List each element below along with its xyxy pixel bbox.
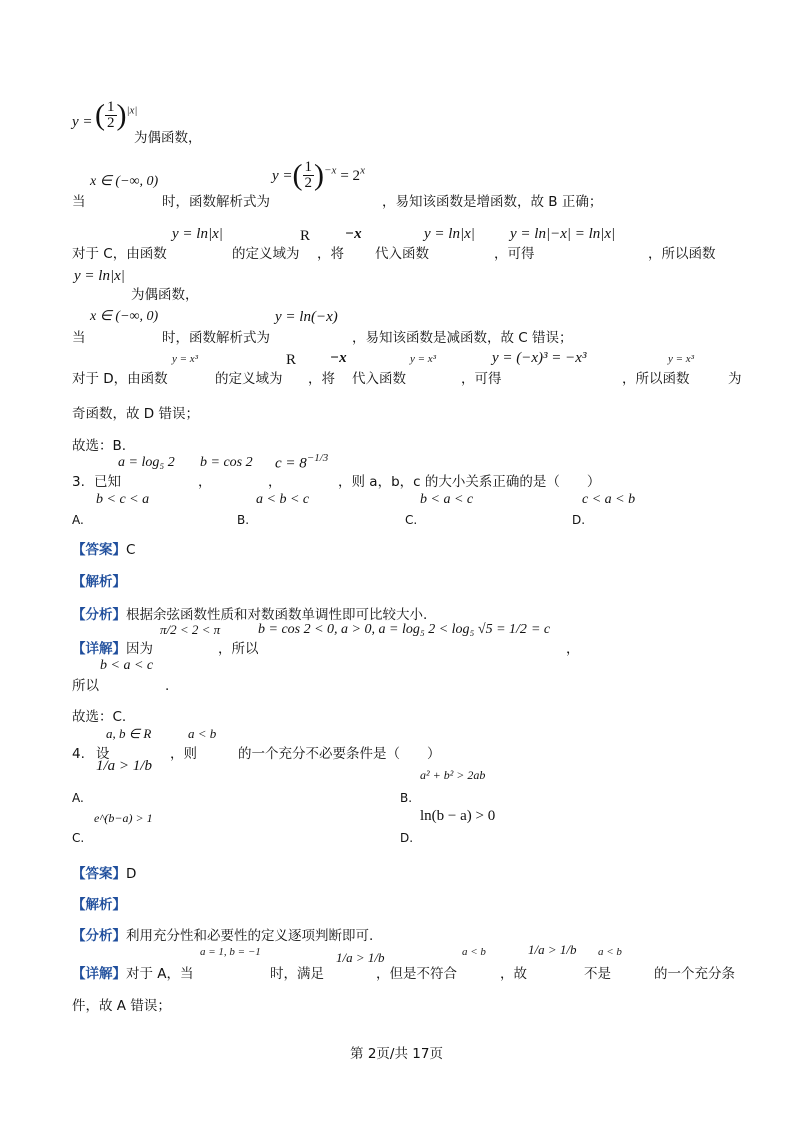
q4-optA-label[interactable]: A. xyxy=(72,791,84,805)
q3-so: 所以 xyxy=(72,678,99,694)
q3-optC-label[interactable]: C. xyxy=(405,513,418,527)
q3-optD-label[interactable]: D. xyxy=(572,513,586,527)
q4-detail-target-1: a < b xyxy=(462,946,486,958)
text-for-c: 对于 C，由函数 xyxy=(72,246,167,262)
math-y-x3-3: y = x³ xyxy=(668,353,694,365)
text-substitute-2: 代入函数 xyxy=(352,371,406,387)
q3-choose: 故选：C. xyxy=(72,709,127,725)
page-footer: 第 2页/共 17页 xyxy=(350,1046,443,1062)
q4-optC-expr: e^(b−a) > 1 xyxy=(94,811,153,825)
text-domain-is-2: 的定义域为 xyxy=(215,371,283,387)
fenxi-tag-4: 【分析】 xyxy=(72,928,126,944)
text-dang-1: 当 xyxy=(72,194,86,210)
math-b-def: b = cos 2 xyxy=(200,455,253,470)
text-even-fn-2: 为偶函数， xyxy=(131,287,199,303)
detail-for-a: 对于 A，当 xyxy=(126,966,194,982)
text-so-fn-1: ，所以函数 xyxy=(648,246,716,262)
text-obtain-2: ，可得 xyxy=(461,371,502,387)
text-for-d: 对于 D，由函数 xyxy=(72,371,168,387)
math-y-ln-absx-1: y = ln|x| xyxy=(172,226,223,242)
q4-detail-sufficient: 的一个充分条 xyxy=(654,966,735,982)
fenxi-tag: 【分析】 xyxy=(72,607,126,623)
text-so-fn-2: ，所以函数 xyxy=(622,371,690,387)
c-base: c = 8 xyxy=(275,455,307,472)
q3-optD-expr: c < a < b xyxy=(582,492,636,507)
q3-comma1: ， xyxy=(198,474,212,490)
q4-detail-satisfy: 时，满足 xyxy=(270,966,324,982)
math-x-domain-2: x ∈ (−∞, 0) xyxy=(90,309,159,324)
q3-detail-ineq: π/2 < 2 < π xyxy=(160,622,221,637)
answer-tag-4: 【答案】 xyxy=(72,866,126,882)
chain-eq-c: = c xyxy=(530,622,551,637)
math-neg-x-1: −x xyxy=(345,226,362,242)
chain-half: 1/2 xyxy=(509,622,527,637)
text-odd-fn: 奇函数，故 D 错误； xyxy=(72,406,199,422)
q4-detail-vals: a = 1, b = −1 xyxy=(200,946,261,958)
q4-optC-label[interactable]: C. xyxy=(72,831,85,845)
q3-lead: 已知 xyxy=(94,474,121,490)
q4-detail-end: 件，故 A 错误； xyxy=(72,998,171,1014)
math-y-x3-2: y = x³ xyxy=(410,353,436,365)
q4-detail-notfit: ，但是不符合 xyxy=(376,966,457,982)
fenxi-text-4: 利用充分性和必要性的定义逐项判断即可. xyxy=(126,928,374,944)
fenxi-text: 根据余弦函数性质和对数函数单调性即可比较大小. xyxy=(126,607,428,623)
q3-so-end: . xyxy=(165,678,170,694)
math-y-ln-negx: y = ln(−x) xyxy=(275,309,338,325)
frac-num: 1 xyxy=(107,99,115,115)
text-dang-2: 当 xyxy=(72,330,86,346)
c-exp: −1/3 xyxy=(306,452,329,464)
q4-target: a < b xyxy=(188,726,217,741)
detail-because: 因为 xyxy=(126,641,153,657)
q4-number: 4. xyxy=(72,746,85,762)
q4-optD-label[interactable]: D. xyxy=(400,831,414,845)
math-half-power-absx: ( $\frac{1}{2}$ )$^{|x|}$ xyxy=(95,98,138,132)
q3-so-expr: b < a < c xyxy=(100,658,154,673)
q4-optD-expr: ln(b − a) > 0 xyxy=(420,808,496,824)
q4-answer xyxy=(72,866,136,882)
text-fn-expr-1: 时，函数解析式为 xyxy=(162,194,270,210)
answer-value-4: D xyxy=(126,866,137,882)
answer-tag: 【答案】 xyxy=(72,542,126,558)
exp-absx: |x| xyxy=(126,104,138,117)
q4-cond: a, b ∈ R xyxy=(106,726,152,741)
q4-optB-label[interactable]: B. xyxy=(400,791,413,805)
math-ln-chain: y = ln|−x| = ln|x| xyxy=(510,226,616,242)
math-y-eq: y = xyxy=(72,114,93,130)
q3-detail-chain xyxy=(258,618,550,638)
q4-detail-not: 不是 xyxy=(584,966,611,982)
text-wei: 为 xyxy=(728,371,742,387)
detail-tag-4: 【详解】 xyxy=(72,966,126,982)
q3-analysis-tag: 【解析】 xyxy=(72,574,126,590)
q3-detail-so: ，所以 xyxy=(218,641,259,657)
q4-optA-expr: 1/a > 1/b xyxy=(96,758,152,774)
q3-stem: ，则 a，b，c 的大小关系正确的是（ ） xyxy=(338,474,601,490)
q4-detail-frac: 1/a > 1/b xyxy=(336,950,385,965)
math-neg-x-2: −x xyxy=(330,350,347,366)
q3-optB-label[interactable]: B. xyxy=(237,513,250,527)
text-even-fn-1: 为偶函数， xyxy=(134,130,202,146)
text-choose-b: 故选：B. xyxy=(72,438,127,454)
math-a-def: a = log₅ 2 xyxy=(118,455,175,470)
math-y-x3-1: y = x³ xyxy=(172,353,198,365)
text-decreasing: ，易知该函数是减函数，故 C 错误； xyxy=(352,330,573,346)
q4-stem: 的一个充分不必要条件是（ ） xyxy=(238,746,441,762)
text-domain-is-1: 的定义域为 xyxy=(232,246,300,262)
exp-negx: −x xyxy=(324,164,337,177)
text-increasing: ，易知该函数是增函数，故 B 正确； xyxy=(382,194,603,210)
math-x-domain-1: x ∈ (−∞, 0) xyxy=(90,174,159,189)
q4-lead: 设 xyxy=(96,746,110,762)
exp-x: x xyxy=(360,164,365,177)
math-half-power-negx: y =( $\frac{1}{2}$ )$^{-x} = 2^x$ xyxy=(272,158,365,192)
q3-optA-label[interactable]: A. xyxy=(72,513,84,527)
q3-optA-expr: b < c < a xyxy=(96,492,150,507)
math-R-2: R xyxy=(286,352,297,368)
q4-mid: ，则 xyxy=(170,746,197,762)
q3-optB-expr: a < b < c xyxy=(256,492,310,507)
q3-number: 3. xyxy=(72,474,85,490)
text-obtain-1: ，可得 xyxy=(494,246,535,262)
chain-expr: b = cos 2 < 0, a > 0, a = log₅ 2 < log₅ √5 = xyxy=(258,622,510,637)
q4-detail-frac-2: 1/a > 1/b xyxy=(528,942,577,957)
q4-optB-expr: a² + b² > 2ab xyxy=(420,768,486,782)
math-neg-x-cubed: y = (−x)³ = −x³ xyxy=(492,350,587,366)
math-R-1: R xyxy=(300,228,311,244)
q4-detail xyxy=(72,966,194,982)
q4-detail-therefore: ，故 xyxy=(500,966,527,982)
q3-optC-expr: b < a < c xyxy=(420,492,474,507)
answer-value: C xyxy=(126,542,136,558)
q3-detail xyxy=(72,641,153,657)
q3-comma2: ， xyxy=(268,474,282,490)
text-jiang-1: ，将 xyxy=(317,246,344,262)
frac-den: 2 xyxy=(107,115,115,131)
q3-answer xyxy=(72,542,135,558)
text-fn-expr-2: 时，函数解析式为 xyxy=(162,330,270,346)
detail-tag: 【详解】 xyxy=(72,641,126,657)
q4-detail-target-2: a < b xyxy=(598,946,622,958)
q4-analysis-tag: 【解析】 xyxy=(72,897,126,913)
math-y-ln-absx-3: y = ln|x| xyxy=(74,268,125,284)
math-y-ln-absx-2: y = ln|x| xyxy=(424,226,475,242)
text-substitute-1: 代入函数 xyxy=(375,246,429,262)
q3-detail-comma: ， xyxy=(566,641,580,657)
text-jiang-2: ，将 xyxy=(308,371,335,387)
math-c-def xyxy=(275,452,328,471)
q4-fenxi xyxy=(72,928,373,944)
eq-2x: = 2 xyxy=(340,168,361,184)
